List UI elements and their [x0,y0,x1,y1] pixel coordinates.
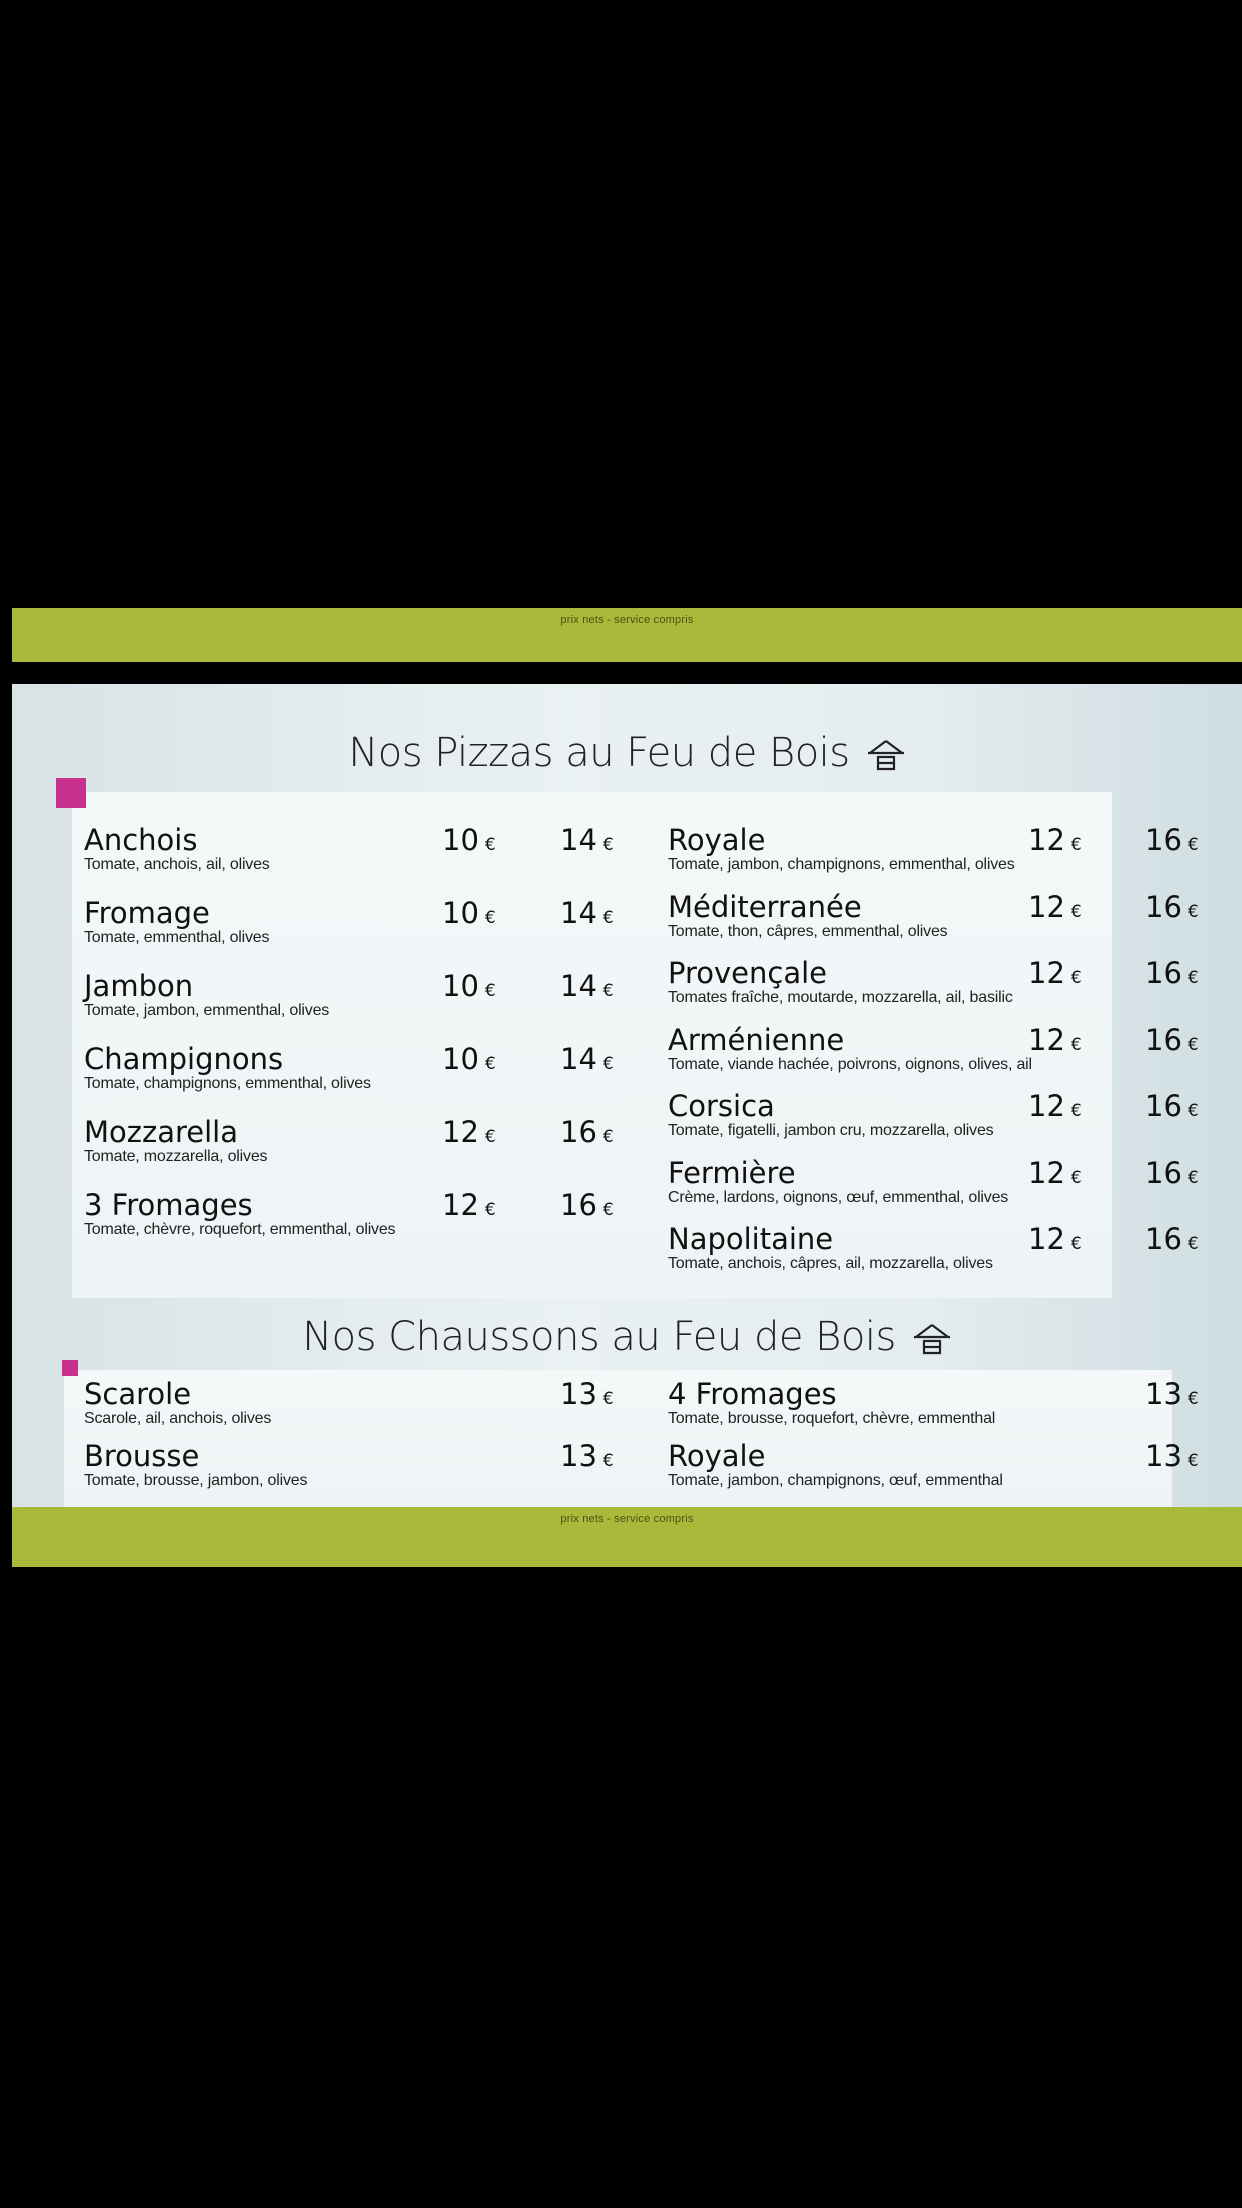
currency-symbol: € [602,1127,614,1147]
item-name: 4 Fromages [668,1377,837,1411]
large-price [560,1043,614,1080]
small-price [1028,1157,1082,1194]
item-description: Tomate, chèvre, roquefort, emmenthal, olives [84,1221,396,1238]
menu-item [84,1378,271,1428]
currency-symbol: € [602,981,614,1001]
item-description: Tomate, emmenthal, olives [84,929,270,946]
currency-symbol: € [1187,1389,1199,1409]
large-price [560,897,614,934]
item-description: Tomate, anchois, ail, olives [84,856,270,873]
large-price [1145,824,1199,861]
item-name: Anchois [84,823,198,857]
small-price [1028,891,1082,928]
large-price [1145,1223,1199,1260]
currency-symbol: € [1187,835,1199,855]
menu-item [668,1157,1008,1207]
price-value: 10 [442,896,479,930]
item-name: 3 Fromages [84,1188,253,1222]
currency-symbol: € [602,908,614,928]
price-value: 12 [1028,1089,1065,1123]
chaussons-section-marker [62,1360,78,1376]
item-name: Royale [668,823,766,857]
menu-item [668,1090,993,1140]
price [1145,1440,1199,1477]
currency-symbol: € [484,1054,496,1074]
price-note-bottom: prix nets - service compris [560,1513,694,1525]
wood-oven-icon [866,737,906,773]
pizza-section-title [12,730,1242,776]
menu-item [84,1116,267,1166]
large-price [1145,1157,1199,1194]
item-description: Tomate, mozzarella, olives [84,1148,268,1165]
price-value: 12 [442,1115,479,1149]
menu-item [84,970,329,1020]
small-price [442,970,496,1007]
price-value: 16 [1145,1089,1182,1123]
price-value: 14 [560,969,597,1003]
item-description: Tomate, brousse, roquefort, chèvre, emmenthal [668,1410,996,1427]
small-price [442,824,496,861]
price-value: 12 [1028,1022,1065,1057]
small-price [442,1116,496,1153]
price-value: 12 [1028,1222,1065,1256]
item-description: Tomate, jambon, emmenthal, olives [84,1002,330,1019]
currency-symbol: € [1070,1034,1082,1055]
menu-item [668,1024,1032,1074]
price [1145,1378,1199,1415]
currency-symbol: € [602,1054,614,1074]
menu-item [84,1440,307,1490]
currency-symbol: € [1187,901,1199,922]
menu-item [84,1189,395,1239]
price-value: 12 [1028,1155,1065,1190]
large-price [560,1189,614,1226]
price-value: 16 [1145,889,1182,924]
price-value: 12 [442,1188,479,1222]
currency-symbol: € [602,1451,614,1471]
item-name: Corsica [668,1089,775,1123]
item-name: Mozzarella [84,1115,238,1149]
menu-item [668,1378,995,1428]
wood-oven-icon [912,1321,952,1357]
price-value: 16 [1145,1022,1182,1057]
currency-symbol: € [1187,968,1199,988]
price-value: 13 [1145,1377,1182,1411]
price-value: 12 [1028,956,1065,990]
currency-symbol: € [484,981,496,1001]
item-description: Tomate, jambon, champignons, emmenthal, olives [668,856,1015,873]
menu-item [84,897,269,947]
price-value: 10 [442,1042,479,1076]
item-description: Crème, lardons, oignons, œuf, emmenthal, olives [668,1188,1009,1206]
large-price [1145,1090,1199,1127]
currency-symbol: € [602,1200,614,1220]
currency-symbol: € [1187,1451,1199,1471]
item-name: Fermière [668,1155,796,1190]
item-description: Tomate, figatelli, jambon cru, mozzarella, olives [668,1122,994,1139]
item-description: Scarole, ail, anchois, olives [84,1410,272,1427]
item-name: Scarole [84,1377,192,1411]
currency-symbol: € [1070,835,1082,855]
item-name: Jambon [84,969,194,1003]
currency-symbol: € [1070,901,1082,922]
item-name: Napolitaine [668,1222,834,1256]
item-name: Champignons [84,1042,284,1076]
price-value: 16 [560,1188,597,1222]
currency-symbol: € [1187,1234,1199,1254]
item-name: Fromage [84,896,210,930]
small-price [1028,1223,1082,1260]
price-value: 16 [1145,823,1182,857]
item-name: Méditerranée [668,889,862,924]
small-price [1028,1090,1082,1127]
item-name: Arménienne [668,1022,845,1057]
menu-item [668,1223,993,1273]
price-value: 16 [1145,1222,1182,1256]
menu-board [12,684,1242,1508]
currency-symbol: € [1070,1234,1082,1254]
price-value: 12 [1028,823,1065,857]
small-price [1028,824,1082,861]
large-price [1145,891,1199,928]
currency-symbol: € [1187,1034,1199,1055]
currency-symbol: € [1187,1167,1199,1188]
price-value: 10 [442,823,479,857]
currency-symbol: € [602,1389,614,1409]
small-price [1028,1024,1082,1061]
small-price [442,1189,496,1226]
price-value: 14 [560,1042,597,1076]
item-description: Tomate, anchois, câpres, ail, mozzarella, olives [668,1255,993,1272]
item-description: Tomate, brousse, jambon, olives [84,1472,308,1489]
item-description: Tomate, champignons, emmenthal, olives [84,1075,371,1092]
large-price [560,1116,614,1153]
currency-symbol: € [602,835,614,855]
menu-item [668,824,1015,874]
chaussons-section-title [12,1314,1242,1360]
small-price [442,897,496,934]
price-value: 16 [560,1115,597,1149]
currency-symbol: € [484,908,496,928]
currency-symbol: € [1070,968,1082,988]
item-description: Tomate, jambon, champignons, œuf, emmenthal [668,1472,1003,1489]
price-value: 13 [560,1377,597,1411]
menu-item [668,1440,1003,1490]
menu-item [84,824,270,874]
currency-symbol: € [1070,1167,1082,1188]
item-name: Royale [668,1439,766,1473]
price-value: 13 [560,1439,597,1473]
large-price [1145,957,1199,994]
price-value: 13 [1145,1439,1182,1473]
small-price [442,1043,496,1080]
currency-symbol: € [484,1200,496,1220]
menu-item [84,1043,371,1093]
price-value: 12 [1028,889,1065,924]
price-note-top: prix nets - service compris [560,614,694,626]
chaussons-title-text: Nos Chaussons au Feu de Bois [302,1314,896,1360]
bottom-green-band [12,1507,1242,1567]
item-description: Tomate, thon, câpres, emmenthal, olives [668,922,948,940]
top-green-band [12,608,1242,662]
currency-symbol: € [484,1127,496,1147]
price-value: 14 [560,823,597,857]
item-description: Tomates fraîche, moutarde, mozzarella, ail, basilic [668,989,1013,1006]
currency-symbol: € [1187,1101,1199,1121]
price-value: 14 [560,896,597,930]
currency-symbol: € [484,835,496,855]
large-price [560,970,614,1007]
menu-item [668,891,947,941]
price-value: 10 [442,969,479,1003]
item-name: Brousse [84,1439,200,1473]
item-name: Provençale [668,956,828,990]
item-description: Tomate, viande hachée, poivrons, oignons, olives, ail [668,1055,1032,1073]
price-value: 16 [1145,1155,1182,1190]
price [560,1378,614,1415]
menu-item [668,957,1013,1007]
small-price [1028,957,1082,994]
currency-symbol: € [1070,1101,1082,1121]
price-value: 16 [1145,956,1182,990]
large-price [1145,1024,1199,1061]
large-price [560,824,614,861]
pizza-section-marker [56,778,86,808]
pizza-title-text: Nos Pizzas au Feu de Bois [348,730,850,776]
price [560,1440,614,1477]
